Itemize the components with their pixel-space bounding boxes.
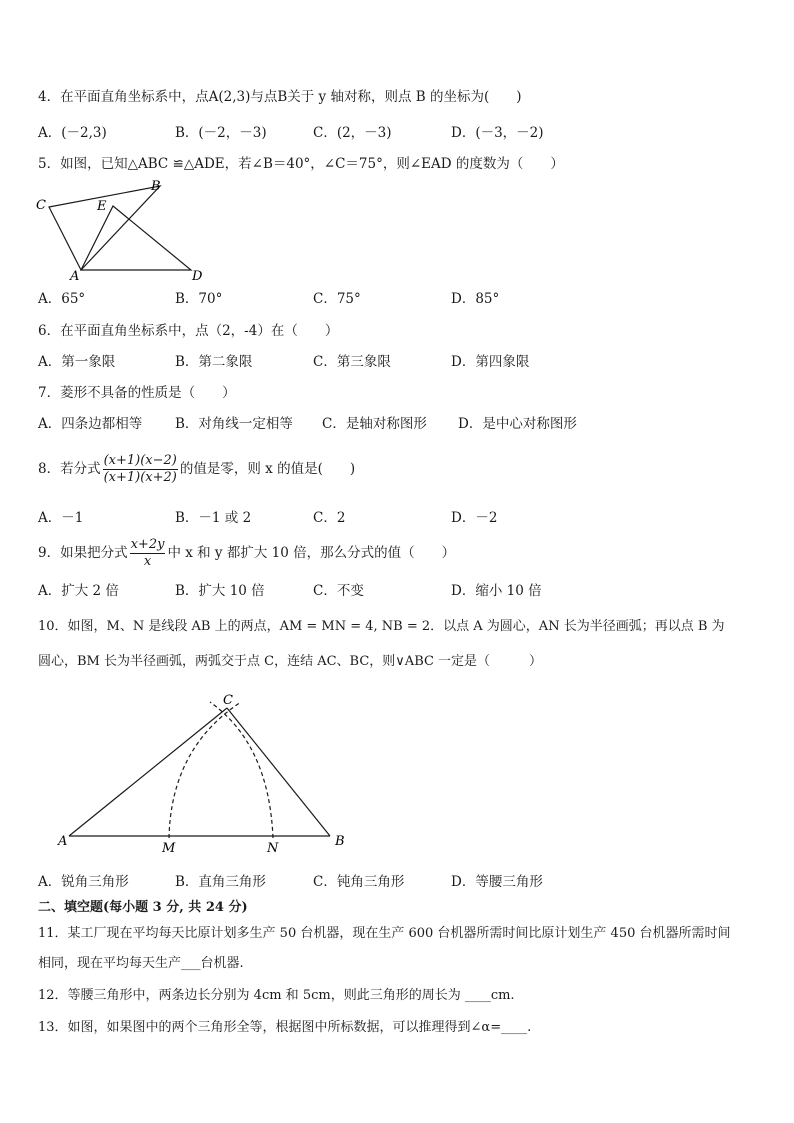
q5-option-b: B．70° [175, 291, 223, 307]
label-e: E [97, 199, 107, 214]
q10-triangle-figure [55, 690, 355, 860]
q10-option-d: D．等腰三角形 [451, 874, 543, 890]
label-a: A [58, 834, 68, 849]
q8-option-d: D．－2 [451, 510, 498, 526]
q8-prefix: 8．若分式 [38, 461, 101, 477]
question-6-stem: 6．在平面直角坐标系中，点（2，-4）在（ ） [38, 323, 339, 339]
label-n: N [267, 841, 279, 856]
arc-from-b [210, 702, 273, 838]
q7-option-a: A．四条边都相等 [38, 416, 143, 432]
q10-option-b: B．直角三角形 [175, 874, 266, 890]
question-9-stem [38, 533, 455, 573]
triangle-ade [81, 206, 191, 270]
q8-fraction [103, 453, 178, 486]
q9-option-b: B．扩大 10 倍 [175, 583, 265, 599]
label-c: C [223, 693, 233, 708]
question-11-line-1: 11．某工厂现在平均每天比原计划多生产 50 台机器，现在生产 600 台机器所需时间比原计划生产 450 台机器所需时间 [38, 926, 731, 941]
q8-numerator: (x+1)(x−2) [103, 453, 177, 468]
q7-option-b: B．对角线一定相等 [175, 416, 293, 432]
question-13: 13．如图，如果图中的两个三角形全等，根据图中所标数据，可以推理得到∠α=____. [38, 1020, 532, 1035]
label-b: B [151, 179, 161, 194]
label-c: C [36, 198, 46, 213]
q5-triangle-figure [30, 176, 210, 284]
q9-fraction [130, 537, 166, 570]
q8-option-c: C．2 [313, 510, 346, 526]
question-10-line-2: 圆心，BM 长为半径画弧，两弧交于点 C，连结 AC、BC，则∨ABC 一定是（ ） [38, 654, 543, 669]
q5-option-d: D．85° [451, 291, 500, 307]
label-a: A [70, 269, 80, 284]
q5-option-c: C．75° [313, 291, 361, 307]
q7-option-d: D．是中心对称图形 [458, 416, 577, 432]
q9-option-d: D．缩小 10 倍 [451, 583, 542, 599]
question-4-stem: 4．在平面直角坐标系中，点A(2,3)与点B关于 y 轴对称，则点 B 的坐标为( ) [38, 89, 522, 105]
q5-option-a: A．65° [38, 291, 86, 307]
q9-denominator: x [143, 554, 152, 569]
q6-option-a: A．第一象限 [38, 354, 116, 370]
q9-suffix: 中 x 和 y 都扩大 10 倍，那么分式的值（ ） [167, 545, 456, 561]
q9-option-c: C．不变 [313, 583, 364, 599]
segment-bc [227, 708, 330, 836]
question-7-stem: 7．菱形不具备的性质是（ ） [38, 385, 236, 401]
q8-denominator: (x+1)(x+2) [103, 470, 177, 485]
q8-option-a: A．－1 [38, 510, 84, 526]
q8-suffix: 的值是零，则 x 的值是( ) [179, 461, 356, 477]
q10-option-a: A．锐角三角形 [38, 874, 129, 890]
q7-option-c: C．是轴对称图形 [322, 416, 427, 432]
arc-from-a [169, 702, 241, 838]
question-5-stem: 5．如图，已知△ABC ≌△ADE，若∠B＝40°，∠C＝75°，则∠EAD 的度数为（ ） [38, 156, 564, 172]
q8-option-b: B．－1 或 2 [175, 510, 252, 526]
q6-option-d: D．第四象限 [451, 354, 530, 370]
q6-option-c: C．第三象限 [313, 354, 391, 370]
q9-prefix: 9．如果把分式 [38, 545, 128, 561]
question-10-line-1: 10．如图，M、N 是线段 AB 上的两点，AM = MN = 4, NB = 2．以点 A 为圆心，AN 长为半径画弧；再以点 B 为 [38, 619, 725, 634]
label-d: D [192, 269, 203, 284]
q9-option-a: A．扩大 2 倍 [38, 583, 119, 599]
segment-ac [69, 708, 227, 836]
q4-option-b: B．(－2，－3) [175, 125, 267, 141]
q9-numerator: x+2y [130, 537, 165, 552]
q6-option-b: B．第二象限 [175, 354, 253, 370]
question-8-stem [38, 449, 355, 489]
q4-option-c: C．(2，－3) [313, 125, 392, 141]
question-12: 12．等腰三角形中，两条边长分别为 4cm 和 5cm，则此三角形的周长为 ____cm. [38, 988, 515, 1003]
q4-option-a: A．(－2,3) [38, 125, 107, 141]
q10-option-c: C．钝角三角形 [313, 874, 405, 890]
section-heading-fill-blank: 二、填空题(每小题 3 分, 共 24 分) [38, 900, 248, 915]
q4-option-d: D．(－3，－2) [451, 125, 544, 141]
question-11-line-2: 相同，现在平均每天生产___台机器. [38, 956, 244, 971]
label-b: B [335, 834, 345, 849]
label-m: M [162, 841, 176, 856]
